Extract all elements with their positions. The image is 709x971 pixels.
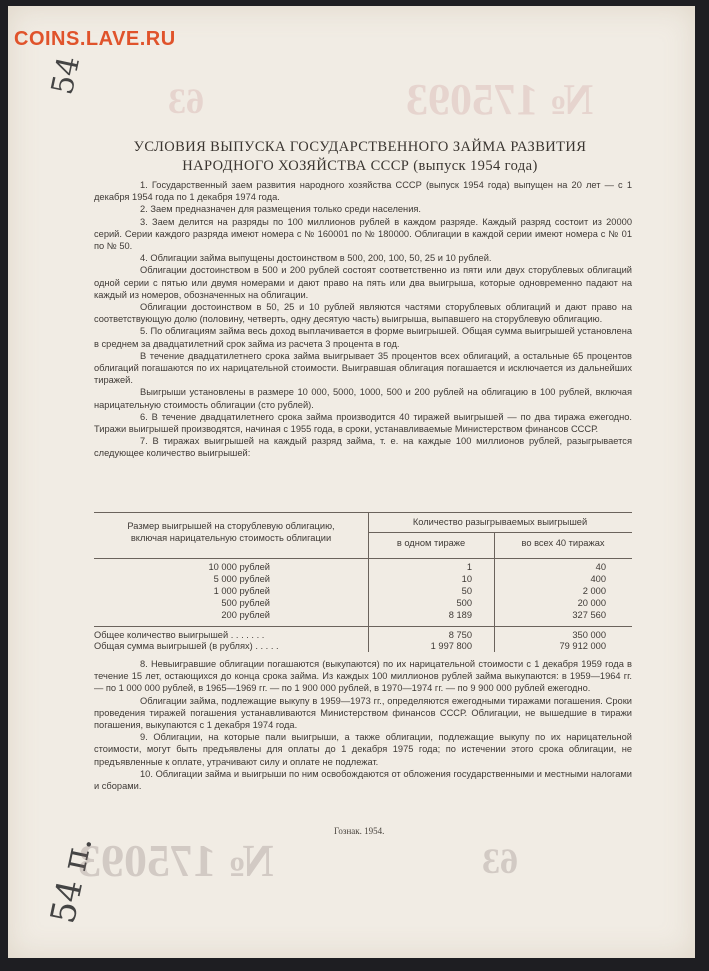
header-prize-size-1: Размер выигрышей на сторублевую облигацию,: [127, 521, 335, 531]
pencil-mark-bottom: 54 п.: [43, 833, 101, 927]
row-amount: 5 000 рублей: [213, 574, 270, 584]
paragraph: Облигации достоинством в 50, 25 и 10 рублей являются частями сторублевых облигаций и дают право на соответствующую долю (половину, четверть, одну десятую часть) выигрыша, выпавшего на сторублевую облигацию.: [94, 302, 632, 325]
paragraph: 2. Заем предназначен для размещения только среди населения.: [140, 204, 421, 215]
show-through-serial-bottom: № 175093: [78, 835, 274, 886]
paragraph: Облигации достоинством в 500 и 200 рублей состоят соответственно из пяти или двух сторублевых облигаций одной серии с пятью или двумя номерами и дают право на пять или два выигрыша, которые одновременно падают на каждый из номеров, обозначенных на облигации.: [94, 265, 632, 300]
row-one-draw: 1: [466, 562, 472, 572]
paragraph: 1. Государственный заем развития народного хозяйства СССР (выпуск 1954 года) выпущен на 20 лет — с 1 декабря 1954 года по 1 декабря 1974 года.: [94, 180, 632, 203]
total-count-label: Общее количество выигрышей . . . . . . .: [94, 630, 265, 640]
header-prize-size-2: включая нарицательную стоимость облигации: [130, 533, 332, 543]
row-one-draw: 8 189: [448, 610, 472, 620]
show-through-series-bottom: 63: [482, 841, 518, 881]
paragraph: 9. Облигации, на которые пали выигрыши, а также облигации, подлежащие выкупу по их нарицательной стоимости, могут быть предъявлены для оплаты до 1 декабря 1975 года; по истечении этого срока облигации, не предъявленные к оплате, утрачивают силу и оплате не подлежат.: [94, 732, 632, 767]
row-one-draw: 500: [456, 598, 472, 608]
paragraph: 7. В тиражах выигрышей на каждый разряд займа, т. е. на каждые 100 миллионов рублей, разыгрывается следующее количество выигрышей:: [94, 436, 632, 459]
header-all-draws: во всех 40 тиражах: [521, 538, 605, 548]
table-rule-subheader: [368, 532, 632, 533]
total-sum-label: Общая сумма выигрышей (в рублях) . . . . .: [94, 641, 279, 651]
table-rule-vertical-1: [368, 512, 369, 652]
header-one-draw: в одном тираже: [396, 538, 466, 548]
row-amount: 10 000 рублей: [208, 562, 270, 572]
total-count-all-draws: 350 000: [572, 630, 606, 640]
table-rule-totals: [94, 626, 632, 627]
pencil-mark-top: 54: [45, 53, 88, 98]
show-through-serial-top: № 175093: [406, 75, 594, 124]
table-rule-header: [94, 558, 632, 559]
row-all-draws: 327 560: [572, 610, 606, 620]
table-rule-vertical-2: [494, 532, 495, 652]
show-through-series-top: 63: [168, 81, 204, 121]
paragraph: 5. По облигациям займа весь доход выплачивается в форме выигрышей. Общая сумма выигрышей установлена в среднем за двадцатилетний срок займа из расчета 3 процента в год.: [94, 326, 632, 349]
title-line-1: УСЛОВИЯ ВЫПУСКА ГОСУДАРСТВЕННОГО ЗАЙМА РАЗВИТИЯ: [133, 139, 587, 155]
row-all-draws: 40: [595, 562, 606, 572]
paragraph: 8. Невыигравшие облигации погашаются (выкупаются) по их нарицательной стоимости с 1 декабря 1959 года в течение 15 лет, остающихся до конца срока займа. Из каждых 100 миллионов рублей займа выкупаются: в 1959—1964 гг. — по 1 000 000 рублей, в 1965—1969 гг. — по 1 900 000 рублей, в 1970—1974 гг. — по 9 900 000 рублей ежегодно.: [94, 659, 632, 694]
row-amount: 500 рублей: [221, 598, 270, 608]
total-sum-one-draw: 1 997 800: [430, 641, 472, 651]
row-all-draws: 20 000: [577, 598, 606, 608]
paragraph: Выигрыши установлены в размере 10 000, 5000, 1000, 500 и 200 рублей на облигацию в 100 рублей, включая нарицательную стоимость облигации (сто рублей).: [94, 387, 632, 410]
prize-table: [94, 512, 632, 652]
conditions-lower: [94, 658, 632, 792]
paragraph: 3. Заем делится на разряды по 100 миллионов рублей в каждом разряде. Каждый разряд состоит из 20000 серий. Серии каждого разряда имеют номера с № 160001 по № 180000. Облигации в каждой серии имеют номера с № 01 по № 50.: [94, 216, 632, 252]
header-prize-count: Количество разыгрываемых выигрышей: [412, 517, 588, 527]
paragraph: В течение двадцатилетнего срока займа выигрывает 35 процентов всех облигаций, а остальные 65 процентов облигаций погашаются по их нарицательной стоимости. Выигравшая облигация погашается и исключается из дальнейших тиражей.: [94, 350, 632, 386]
title-line-2: НАРОДНОГО ХОЗЯЙСТВА СССР (выпуск 1954 года): [182, 158, 538, 174]
row-all-draws: 2 000: [582, 586, 606, 596]
paragraph: 6. В течение двадцатилетнего срока займа производится 40 тиражей выигрышей — по два тиража ежегодно. Тиражи выигрышей производятся, начиная с 1955 года, в сроки, устанавливаемые Министерством финансов СССР.: [94, 411, 632, 435]
conditions-upper: [94, 179, 632, 460]
total-sum-all-draws: 79 912 000: [559, 641, 606, 651]
table-rule-top: [94, 512, 632, 513]
site-watermark: COINS.LAVE.RU: [14, 28, 176, 50]
row-all-draws: 400: [590, 574, 606, 584]
row-one-draw: 50: [461, 586, 472, 596]
total-count-one-draw: 8 750: [448, 630, 472, 640]
paragraph: 10. Облигации займа и выигрыши по ним освобождаются от обложения государственными и местными налогами и сборами.: [94, 768, 632, 792]
printer-imprint: Гознак. 1954.: [334, 826, 385, 836]
row-amount: 1 000 рублей: [213, 586, 270, 596]
paragraph: Облигации займа, подлежащие выкупу в 1959—1973 гг., определяются ежегодными тиражами погашения. Сроки проведения тиражей погашения устанавливаются Министерством финансов СССР. Облигации, не вышедшие в тиражи погашения, выкупаются с 1 декабря 1974 года.: [94, 695, 632, 731]
paragraph: 4. Облигации займа выпущены достоинством в 500, 200, 100, 50, 25 и 10 рублей.: [140, 253, 492, 264]
row-amount: 200 рублей: [221, 610, 270, 620]
row-one-draw: 10: [461, 574, 472, 584]
